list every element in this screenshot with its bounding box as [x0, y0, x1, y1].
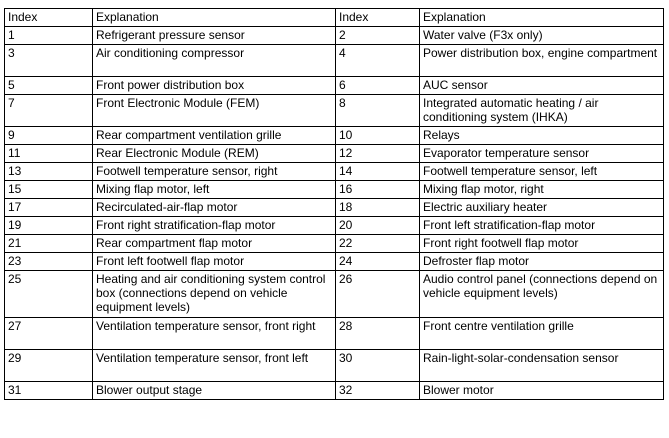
index-cell: 20: [336, 217, 420, 235]
table-row: [5, 145, 664, 163]
explanation-cell: Front right stratification-flap motor: [93, 217, 336, 235]
explanation-cell: AUC sensor: [420, 77, 664, 95]
table-row: [5, 163, 664, 181]
explanation-cell: Footwell temperature sensor, left: [420, 163, 664, 181]
component-legend-table: [4, 8, 664, 400]
index-cell: 21: [5, 235, 93, 253]
index-cell: 17: [5, 199, 93, 217]
explanation-cell: Mixing flap motor, right: [420, 181, 664, 199]
explanation-cell: Front left stratification-flap motor: [420, 217, 664, 235]
explanation-cell: Relays: [420, 127, 664, 145]
explanation-cell: Rear Electronic Module (REM): [93, 145, 336, 163]
explanation-cell: Heating and air conditioning system control box (connections depend on vehicle equipment levels): [93, 271, 336, 318]
index-cell: 32: [336, 382, 420, 400]
table-header-row: [5, 9, 664, 27]
index-cell: 28: [336, 318, 420, 350]
table-row: [5, 27, 664, 45]
index-cell: 5: [5, 77, 93, 95]
index-cell: 11: [5, 145, 93, 163]
table-row: [5, 271, 664, 318]
header-explanation-right: Explanation: [420, 9, 664, 27]
index-cell: 14: [336, 163, 420, 181]
index-cell: 18: [336, 199, 420, 217]
table-row: [5, 127, 664, 145]
index-cell: 7: [5, 95, 93, 127]
explanation-cell: Audio control panel (connections depend on vehicle equipment levels): [420, 271, 664, 318]
index-cell: 1: [5, 27, 93, 45]
index-cell: 25: [5, 271, 93, 318]
explanation-cell: Blower output stage: [93, 382, 336, 400]
explanation-cell: Electric auxiliary heater: [420, 199, 664, 217]
table-row: [5, 350, 664, 382]
table-row: [5, 181, 664, 199]
explanation-cell: Rear compartment flap motor: [93, 235, 336, 253]
index-cell: 8: [336, 95, 420, 127]
index-cell: 4: [336, 45, 420, 77]
explanation-cell: Mixing flap motor, left: [93, 181, 336, 199]
explanation-cell: Ventilation temperature sensor, front right: [93, 318, 336, 350]
table-row: [5, 77, 664, 95]
index-cell: 15: [5, 181, 93, 199]
table-row: [5, 45, 664, 77]
table-row: [5, 199, 664, 217]
index-cell: 10: [336, 127, 420, 145]
explanation-cell: Rain-light-solar-condensation sensor: [420, 350, 664, 382]
header-index-right: Index: [336, 9, 420, 27]
index-cell: 30: [336, 350, 420, 382]
index-cell: 24: [336, 253, 420, 271]
index-cell: 23: [5, 253, 93, 271]
explanation-cell: Front left footwell flap motor: [93, 253, 336, 271]
index-cell: 13: [5, 163, 93, 181]
explanation-cell: Front power distribution box: [93, 77, 336, 95]
index-cell: 26: [336, 271, 420, 318]
header-explanation-left: Explanation: [93, 9, 336, 27]
table-row: [5, 235, 664, 253]
index-cell: 27: [5, 318, 93, 350]
index-cell: 9: [5, 127, 93, 145]
explanation-cell: Recirculated-air-flap motor: [93, 199, 336, 217]
index-cell: 22: [336, 235, 420, 253]
index-cell: 31: [5, 382, 93, 400]
explanation-cell: Front Electronic Module (FEM): [93, 95, 336, 127]
explanation-cell: Refrigerant pressure sensor: [93, 27, 336, 45]
index-cell: 19: [5, 217, 93, 235]
table-row: [5, 217, 664, 235]
explanation-cell: Evaporator temperature sensor: [420, 145, 664, 163]
explanation-cell: Air conditioning compressor: [93, 45, 336, 77]
index-cell: 3: [5, 45, 93, 77]
explanation-cell: Rear compartment ventilation grille: [93, 127, 336, 145]
index-cell: 12: [336, 145, 420, 163]
explanation-cell: Integrated automatic heating / air conditioning system (IHKA): [420, 95, 664, 127]
index-cell: 2: [336, 27, 420, 45]
index-cell: 6: [336, 77, 420, 95]
header-index-left: Index: [5, 9, 93, 27]
explanation-cell: Front centre ventilation grille: [420, 318, 664, 350]
explanation-cell: Footwell temperature sensor, right: [93, 163, 336, 181]
table-row: [5, 318, 664, 350]
table-row: [5, 253, 664, 271]
explanation-cell: Power distribution box, engine compartment: [420, 45, 664, 77]
explanation-cell: Blower motor: [420, 382, 664, 400]
index-cell: 29: [5, 350, 93, 382]
explanation-cell: Water valve (F3x only): [420, 27, 664, 45]
index-cell: 16: [336, 181, 420, 199]
explanation-cell: Defroster flap motor: [420, 253, 664, 271]
table-row: [5, 95, 664, 127]
explanation-cell: Front right footwell flap motor: [420, 235, 664, 253]
explanation-cell: Ventilation temperature sensor, front left: [93, 350, 336, 382]
table-row: [5, 382, 664, 400]
